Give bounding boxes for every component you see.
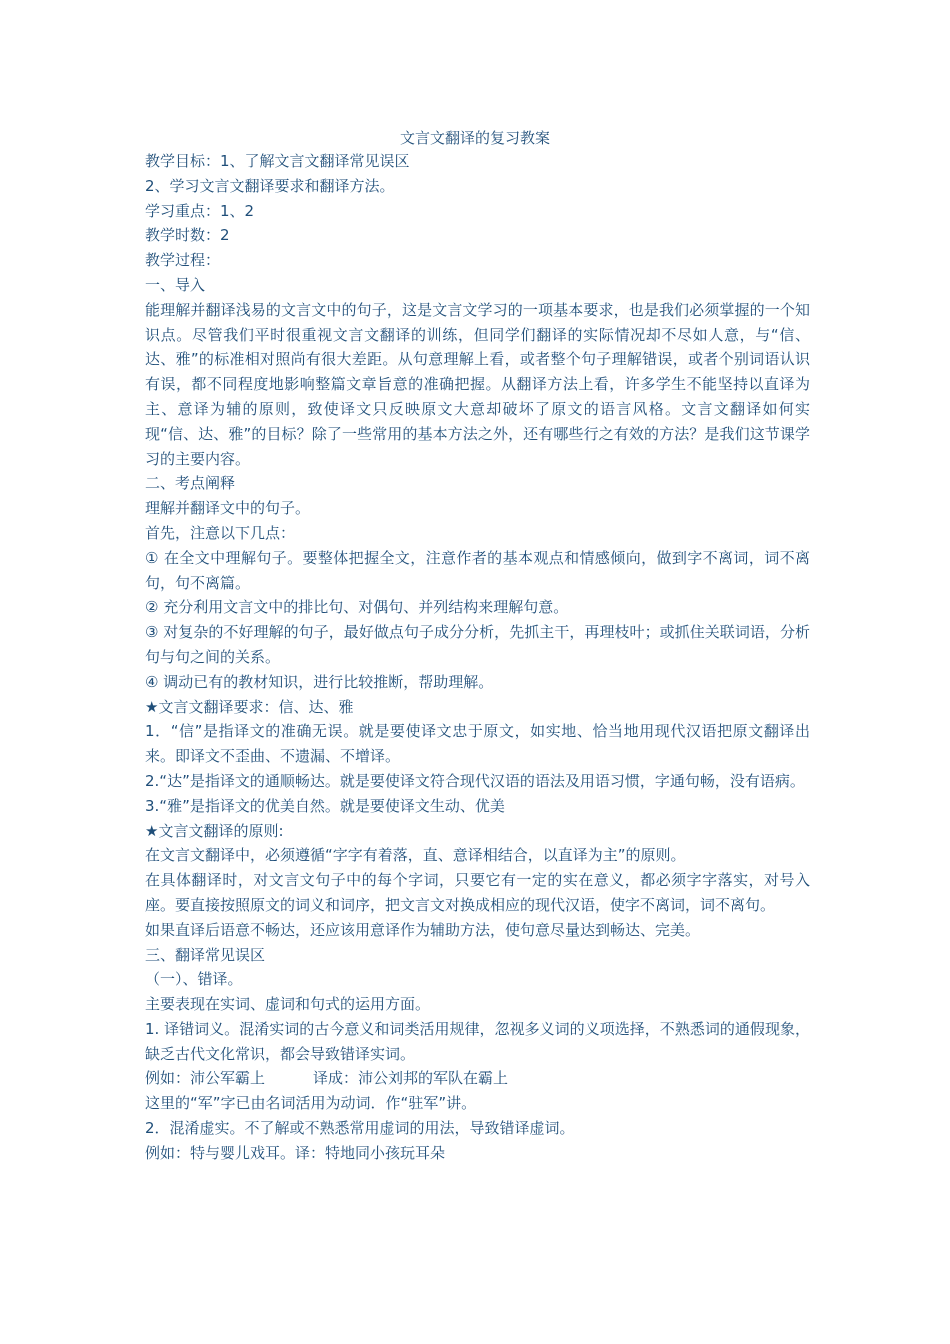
example-explanation: 这里的“军”字已由名词活用为动词．作“驻军”讲。 [145, 1094, 477, 1113]
example-original: 例如：沛公军霸上 [145, 1069, 266, 1088]
requirement-ya: 3.“雅”是指译文的优美自然。就是要使译文生动、优美 [145, 796, 505, 815]
requirement-da: 2.“达”是指译文的通顺畅达。就是要使译文符合现代汉语的语法及用语习惯，字通句畅，没有语病。 [145, 771, 805, 790]
section-heading-intro: 一、导入 [145, 275, 206, 294]
teaching-goal-line-1: 教学目标：1、了解文言文翻译常见误区 [145, 152, 410, 170]
note-item-4: ④ 调动已有的教材知识，进行比较推断，帮助理解。 [145, 672, 494, 691]
mistake-item-1: 1. 译错词义。混淆实词的古今意义和词类活用规律，忽视多义词的义项选择，不熟悉词的通假现象，缺乏古代文化常识，都会导致错译实词。 [145, 1019, 810, 1063]
mistake-item-2: 2．混淆虚实。不了解或不熟悉常用虚词的用法，导致错译虚词。 [145, 1119, 575, 1138]
section-heading-mistakes: 三、翻译常见误区 [145, 945, 266, 964]
example-translation: 译成：沛公刘邦的军队在霸上 [313, 1069, 509, 1088]
example-line-2: 例如：特与婴儿戏耳。译：特地同小孩玩耳朵 [145, 1143, 446, 1162]
mistake-summary: 主要表现在实词、虚词和句式的运用方面。 [145, 995, 431, 1014]
note-item-1: ① 在全文中理解句子。要整体把握全文，注意作者的基本观点和情感倾向，做到字不离词，词不离句，句不离篇。 [145, 548, 810, 592]
example-line-1 [145, 1066, 810, 1091]
page-title: 文言文翻译的复习教案 [399, 129, 550, 147]
explanation-line: 理解并翻译文中的句子。 [145, 499, 311, 518]
class-hours-line: 教学时数：2 [145, 226, 230, 245]
intro-paragraph: 能理解并翻译浅易的文言文中的句子，这是文言文学习的一项基本要求，也是我们必须掌握的一个知识点。尽管我们平时很重视文言文翻译的训练，但同学们翻译的实际情况却不尽如人意，与“信、达、雅”的标准相对照尚有很大差距。从句意理解上看，或者整个句子理解错误，或者个别词语认识有误，都不同程度地影响整篇文章旨意的准确把握。从翻译方法上看，许多学生不能坚持以直译为主、意译为辅的原则，致使译文只反映原文大意却破坏了原文的语言风格。文言文翻译如何实现“信、达、雅”的目标？除了一些常用的基本方法之外，还有哪些行之有效的方法？是我们这节课学习的主要内容。 [145, 300, 810, 468]
document-body [145, 149, 810, 1166]
mistake-type-heading: （一）、错译。 [145, 970, 243, 989]
requirement-xin: 1．“信”是指译文的准确无误。就是要使译文忠于原文，如实地、恰当地用现代汉语把原文翻译出来。即译文不歪曲、不遗漏、不增译。 [145, 722, 810, 766]
notes-heading: 首先，注意以下几点： [145, 523, 296, 542]
note-item-3: ③ 对复杂的不好理解的句子，最好做点句子成分分析，先抓主干，再理枝叶；或抓住关联词语，分析句与句之间的关系。 [145, 623, 810, 666]
principle-paragraph-3: 如果直译后语意不畅达，还应该用意译作为辅助方法，使句意尽量达到畅达、完美。 [145, 920, 701, 939]
key-points-line: 学习重点：1、2 [145, 201, 255, 220]
requirements-heading: ★文言文翻译要求：信、达、雅 [145, 697, 354, 716]
principle-paragraph-2: 在具体翻译时，对文言文句子中的每个字词，只要它有一定的实在意义，都必须字字落实，对号入座。要直接按照原文的词义和词序，把文言文对换成相应的现代汉语，使字不离词，词不离句。 [145, 871, 810, 914]
note-item-2: ② 充分利用文言文中的排比句、对偶句、并列结构来理解句意。 [145, 598, 569, 617]
principles-heading: ★文言文翻译的原则: [145, 821, 284, 840]
teaching-process-heading: 教学过程： [145, 251, 221, 270]
teaching-goal-line-2: 2、学习文言文翻译要求和翻译方法。 [145, 176, 395, 195]
principle-paragraph-1: 在文言文翻译中，必须遵循“字字有着落，直、意译相结合，以直译为主”的原则。 [145, 846, 686, 865]
section-heading-explanation: 二、考点阐释 [145, 474, 236, 493]
